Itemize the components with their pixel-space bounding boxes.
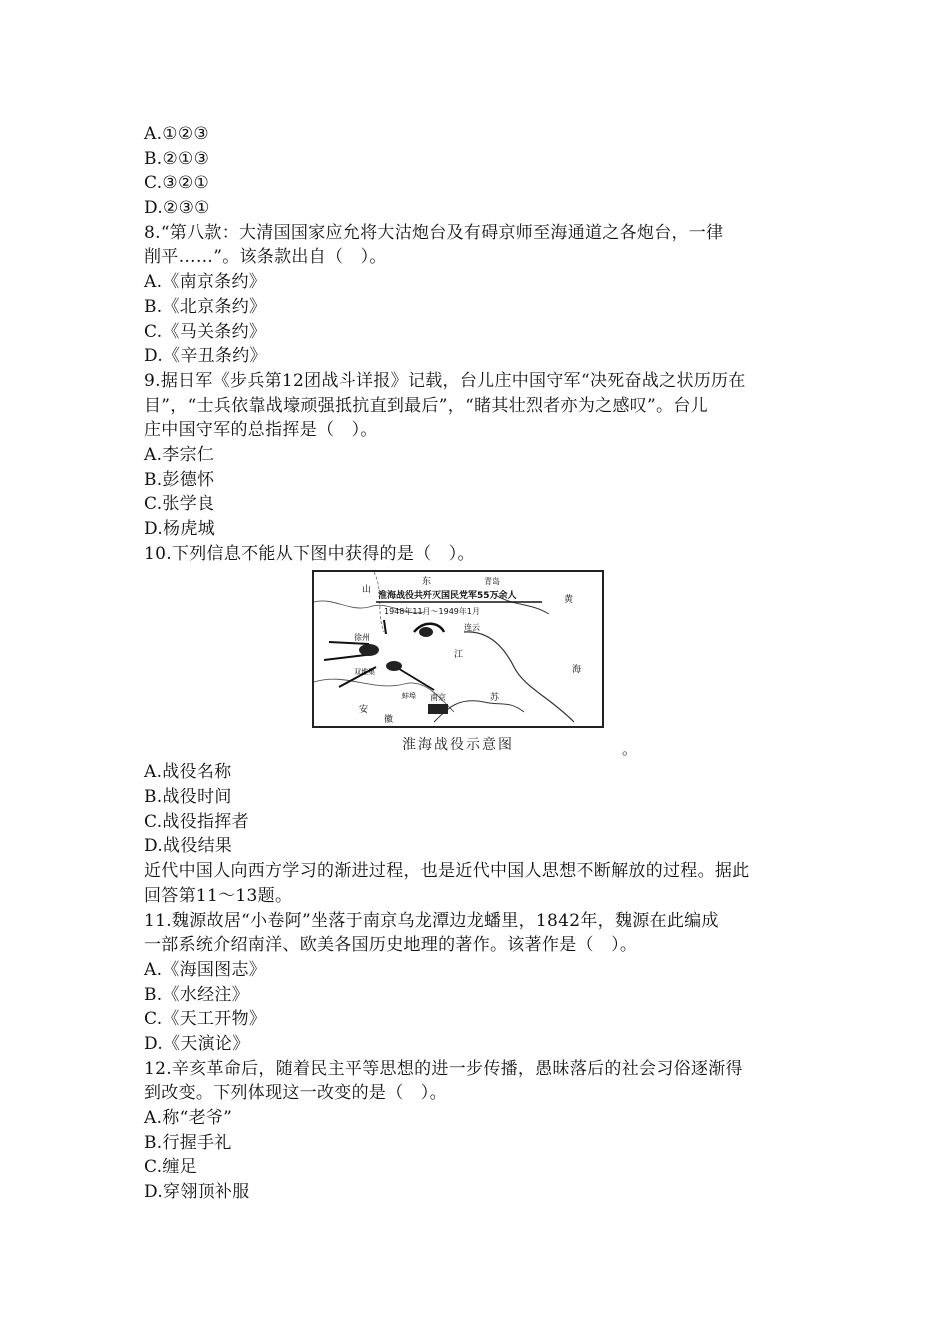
passage xyxy=(144,859,809,908)
map-label: 黄 xyxy=(564,595,574,606)
question-11 xyxy=(144,909,809,1057)
question-8 xyxy=(144,221,809,369)
option-d: D.《天演论》 xyxy=(144,1033,250,1054)
option-a: A.《南京条约》 xyxy=(144,272,267,293)
map-label: 东 xyxy=(422,577,432,588)
map-banner-text: 淮海战役共歼灭国民党军55万余人 xyxy=(378,591,517,602)
map-drawing xyxy=(314,572,602,726)
option-a: A.李宗仁 xyxy=(144,444,215,465)
huaihai-campaign-map xyxy=(312,570,604,728)
option-b: B.彭德怀 xyxy=(144,469,215,490)
question-stem-line: 9.据日军《步兵第12团战斗详报》记载，台儿庄中国守军“决死奋战之状历历在 xyxy=(144,370,746,391)
question-stem-line: 8.“第八款：大清国国家应允将大沽炮台及有碍京师至海通道之各炮台，一律 xyxy=(144,222,724,243)
passage-line: 回答第11～13题。 xyxy=(144,885,293,906)
option-c: C.张学良 xyxy=(144,494,215,515)
question-stem-line: 削平……”。该条款出自（ ）。 xyxy=(144,247,387,268)
map-trailing-punct: 。 xyxy=(622,740,638,759)
map-label: 苏 xyxy=(490,693,500,704)
question-stem-line: 12.辛亥革命后，随着民主平等思想的进一步传播，愚昧落后的社会习俗逐渐得 xyxy=(144,1058,743,1079)
option-b: B.②①③ xyxy=(144,148,210,169)
question-stem-line: 目”，“士兵依靠战壕顽强抵抗直到最后”，“睹其壮烈者亦为之感叹”。台儿 xyxy=(144,395,708,416)
option-a: A.《海国图志》 xyxy=(144,959,267,980)
question-12 xyxy=(144,1057,809,1205)
option-d: D.战役结果 xyxy=(144,836,233,857)
map-label: 海 xyxy=(572,665,582,676)
question-10 xyxy=(144,542,809,859)
option-c: C.③②① xyxy=(144,173,210,194)
question-stem-line: 一部系统介绍南洋、欧美各国历史地理的著作。该著作是（ ）。 xyxy=(144,935,638,956)
question-stem-line: 11.魏源故居“小卷阿”坐落于南京乌龙潭边龙蟠里，1842年，魏源在此编成 xyxy=(144,910,719,931)
option-d: D.穿翎顶补服 xyxy=(144,1182,250,1203)
option-a: A.①②③ xyxy=(144,124,209,144)
option-c: C.《马关条约》 xyxy=(144,321,267,342)
question-7-options xyxy=(144,122,809,221)
option-c: C.缠足 xyxy=(144,1157,198,1178)
map-label: 山 xyxy=(362,585,372,596)
map-label: 蚌埠 xyxy=(402,692,416,701)
option-a: A.称“老爷” xyxy=(144,1108,233,1128)
option-b: B.《北京条约》 xyxy=(144,296,267,317)
map-label: 安 xyxy=(359,705,369,716)
question-stem-line: 10.下列信息不能从下图中获得的是（ ）。 xyxy=(144,543,475,564)
map-label: 双堆集 xyxy=(354,668,375,677)
map-label: 连云 xyxy=(464,623,480,633)
map-dates-text: 1948年11月～1949年1月 xyxy=(384,607,480,617)
map-label: 江 xyxy=(454,650,464,661)
option-d: D.杨虎城 xyxy=(144,519,215,539)
question-stem-line: 到改变。下列体现这一改变的是（ ）。 xyxy=(144,1083,447,1104)
map-figure xyxy=(144,570,809,760)
question-9 xyxy=(144,369,809,542)
option-b: B.《水经注》 xyxy=(144,984,249,1005)
option-b: B.行握手礼 xyxy=(144,1132,232,1153)
option-d: D.《辛丑条约》 xyxy=(144,346,267,367)
map-label: 徽 xyxy=(384,715,394,726)
option-b: B.战役时间 xyxy=(144,787,232,808)
option-c: C.战役指挥者 xyxy=(144,811,249,832)
exam-page xyxy=(144,122,809,1205)
map-label: 南京 xyxy=(430,693,446,703)
map-label: 徐州 xyxy=(354,633,370,643)
question-stem-line: 庄中国守军的总指挥是（ ）。 xyxy=(144,420,378,441)
map-label: 青岛 xyxy=(484,577,500,587)
map-caption: 淮海战役示意图 xyxy=(402,737,514,754)
passage-line: 近代中国人向西方学习的渐进过程，也是近代中国人思想不断解放的过程。据此 xyxy=(144,861,750,882)
option-d: D.②③① xyxy=(144,198,210,219)
option-c: C.《天工开物》 xyxy=(144,1009,267,1030)
option-a: A.战役名称 xyxy=(144,762,232,783)
